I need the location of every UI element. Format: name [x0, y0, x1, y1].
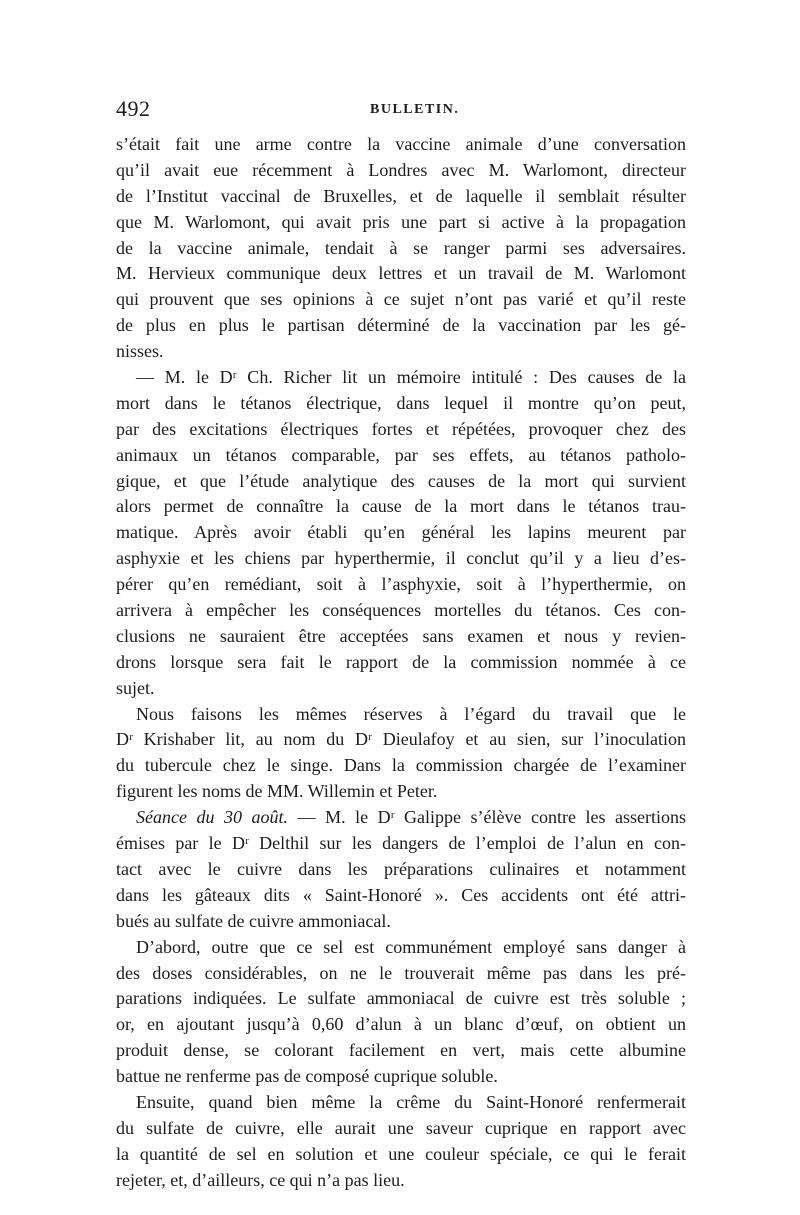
page-body [116, 132, 686, 1194]
text-line: des doses considérables, on ne le trouverait même pas dans les pré- [116, 962, 686, 983]
text-line: — M. le Dʳ Ch. Richer lit un mémoire intitulé : Des causes de la [136, 367, 686, 388]
text-line: Ensuite, quand bien même la crême du Saint-Honoré renfermerait [136, 1091, 686, 1112]
text-line: Dʳ Krishaber lit, au nom du Dʳ Dieulafoy et au sien, sur l’inoculation [116, 729, 686, 750]
text-line [116, 805, 686, 831]
text-line: D’abord, outre que ce sel est communément employé sans danger à [136, 936, 686, 957]
text-line: dans les gâteaux dits « Saint-Honoré ». Ces accidents ont été attri- [116, 884, 686, 905]
text-line: alors permet de connaître la cause de la mort dans le tétanos trau- [116, 496, 686, 517]
text-line: matique. Après avoir établi qu’en général les lapins meurent par [116, 522, 686, 543]
text-line: du tubercule chez le singe. Dans la commission chargée de l’examiner [116, 755, 686, 776]
text-line: du sulfate de cuivre, elle aurait une saveur cuprique en rapport avec [116, 1117, 686, 1138]
text-line: parations indiquées. Le sulfate ammoniacal de cuivre est très soluble ; [116, 988, 686, 1009]
text-line: battue ne renferme pas de composé cuprique soluble. [116, 1066, 498, 1087]
text-line: de l’Institut vaccinal de Bruxelles, et de laquelle il semblait résulter [116, 185, 686, 206]
text-line: rejeter, et, d’ailleurs, ce qui n’a pas lieu. [116, 1169, 405, 1190]
text-line: nisses. [116, 341, 164, 362]
text-line: M. Hervieux communique deux lettres et un travail de M. Warlomont [116, 263, 686, 284]
text-line: par des excitations électriques fortes et répétées, provoquer chez des [116, 418, 686, 439]
text-line: émises par le Dʳ Delthil sur les dangers de l’emploi de l’alun en con- [116, 833, 686, 854]
text-line: de plus en plus le partisan déterminé de la vaccination par les gé- [116, 315, 686, 336]
text-line: drons lorsque sera fait le rapport de la commission nommée à ce [116, 651, 686, 672]
text-line: bués au sulfate de cuivre ammoniacal. [116, 910, 391, 931]
text-line: clusions ne sauraient être acceptées sans examen et nous y revien- [116, 625, 686, 646]
text-line: que M. Warlomont, qui avait pris une part si active à la propagation [116, 211, 686, 232]
text-line: s’était fait une arme contre la vaccine animale d’une conversation [116, 134, 686, 154]
text-line: animaux un tétanos comparable, par ses effets, au tétanos patholo- [116, 444, 686, 465]
running-title: BULLETIN. [370, 102, 460, 117]
line-rest: — M. le Dʳ Galippe s’élève contre les assertions [288, 807, 686, 828]
text-line: asphyxie et les chiens par hyperthermie, il conclut qu’il y a lieu d’es- [116, 548, 686, 569]
text-line: pérer qu’en remédiant, soit à l’asphyxie, soit à l’hyperthermie, on [116, 574, 686, 595]
text-line: la quantité de sel en solution et une couleur spéciale, ce qui le ferait [116, 1143, 686, 1164]
text-line: produit dense, se colorant facilement en vert, mais cette albumine [116, 1040, 686, 1061]
page-header [116, 92, 686, 126]
text-line: arrivera à empêcher les conséquences mortelles du tétanos. Ces con- [116, 600, 686, 621]
session-date: Séance du 30 août. [136, 807, 289, 828]
text-line: de la vaccine animale, tendait à se ranger parmi ses adversaires. [116, 237, 686, 258]
text-line: figurent les noms de MM. Willemin et Peter. [116, 781, 438, 802]
text-line: gique, et que l’étude analytique des causes de la mort qui survient [116, 470, 686, 491]
text-line: qu’il avait eue récemment à Londres avec M. Warlomont, directeur [116, 159, 686, 180]
text-line: qui prouvent que ses opinions à ce sujet n’ont pas varié et qu’il reste [116, 289, 686, 310]
text-line: Nous faisons les mêmes réserves à l’égard du travail que le [136, 703, 686, 724]
text-line: mort dans le tétanos électrique, dans lequel il montre qu’on peut, [116, 392, 686, 413]
page-number: 492 [116, 96, 151, 121]
text-line: sujet. [116, 677, 155, 698]
text-line: or, en ajoutant jusqu’à 0,60 d’alun à un blanc d’œuf, on obtient un [116, 1014, 686, 1035]
text-line: tact avec le cuivre dans les préparations culinaires et notamment [116, 858, 686, 879]
